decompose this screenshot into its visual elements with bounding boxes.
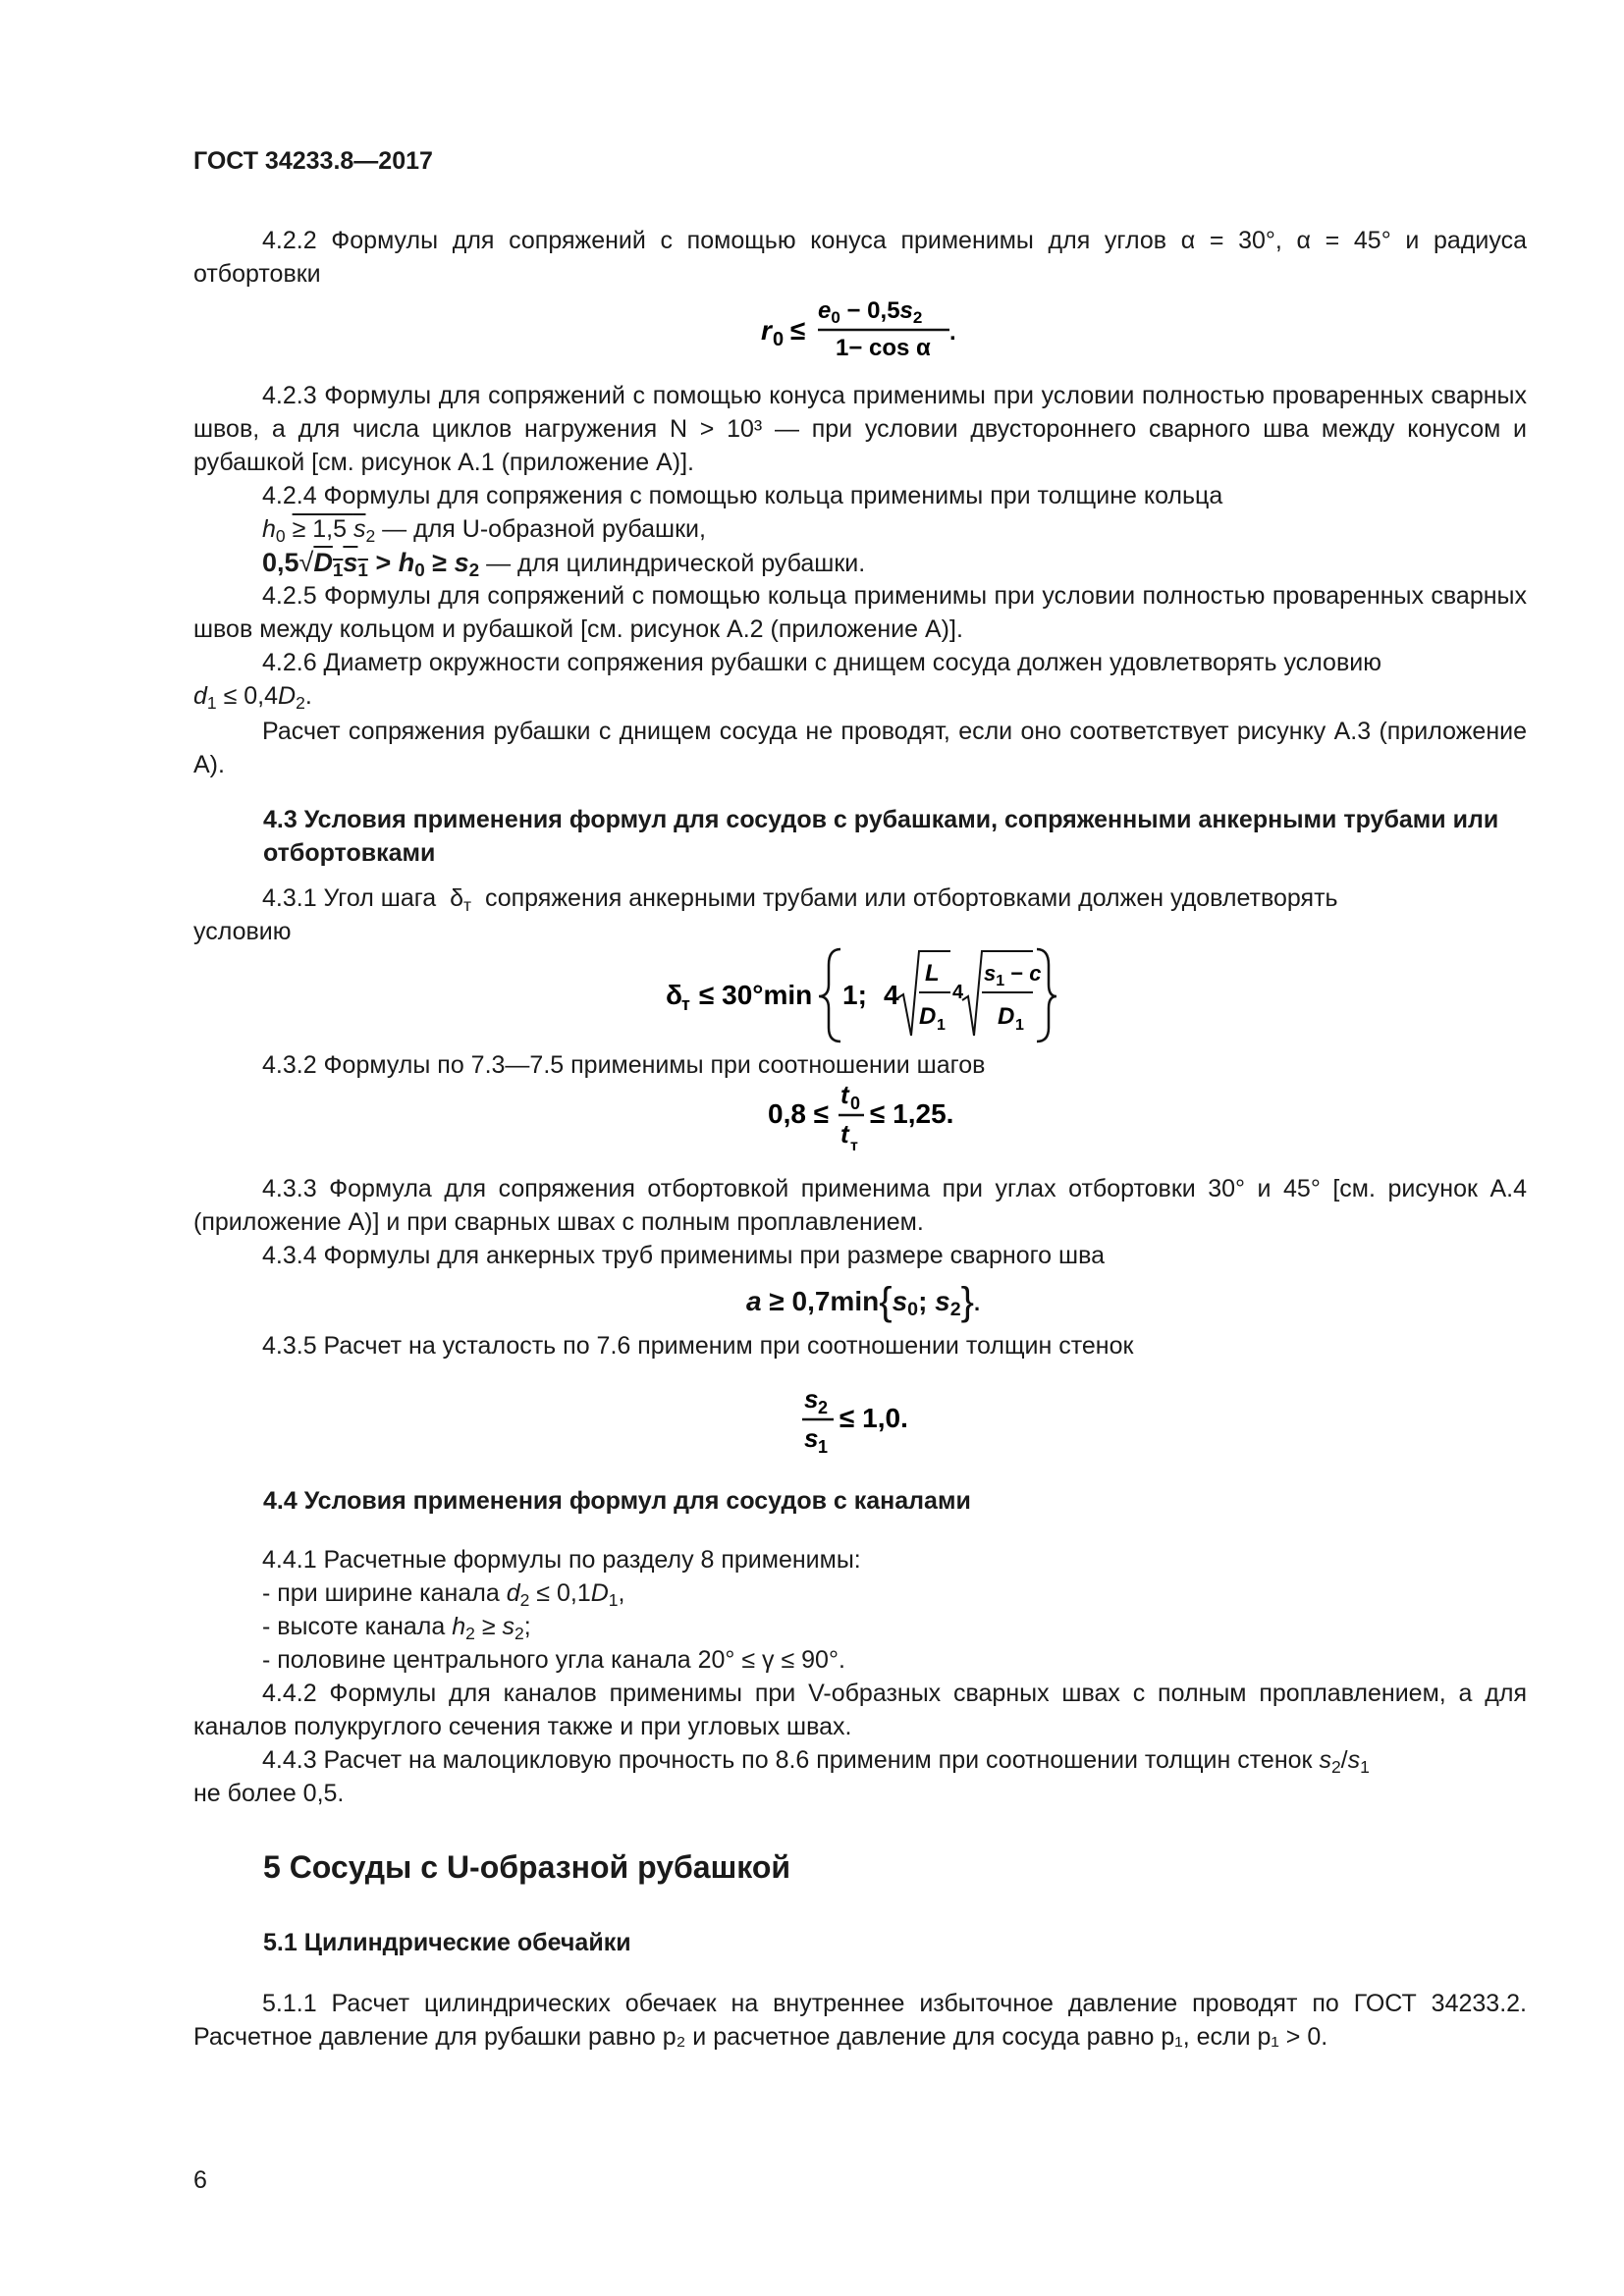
condition-u-jacket: $h_0 \ge 1,5$ $s_2$ — для U-образной рубашки,	[262, 515, 706, 546]
svg-text:.: .	[949, 319, 956, 346]
paragraph-4-3-5: 4.3.5 Расчет на усталость по 7.6 применим при соотношении толщин стенок	[262, 1332, 1134, 1360]
list-item-channel-height: - высоте канала $h_2 \ge s_2$;	[262, 1613, 531, 1643]
svg-text:t: t	[840, 1119, 849, 1148]
paragraph-4-2-5: 4.2.5 Формулы для сопряжений с помощью кольца применимы при условии полностью проваренных сварных швов между кольцом и рубашкой [см. рисунок А.2 (приложение А)].	[193, 582, 1527, 643]
paragraph-4-3-2: 4.3.2 Формулы по 7.3—7.5 применимы при соотношении шагов	[262, 1051, 986, 1079]
page-number: 6	[193, 2166, 207, 2194]
formula-a-min: $a \ge 0,7\min\{s_0$; $s_2$}.	[746, 1280, 981, 1323]
formula-delta-t	[666, 937, 1058, 1045]
formula-h2: $h_2 \ge s_2$;	[452, 1613, 531, 1643]
svg-text:2: 2	[818, 1398, 829, 1417]
heading-4-4: 4.4 Условия применения формул для сосудов с каналами	[263, 1487, 971, 1515]
formula-h0-cyl: $0,5√D_1s_1 > h_0 \ge s_2$	[262, 548, 480, 581]
paragraph-4-4-3: 4.4.3 Расчет на малоцикловую прочность по 8.6 применим при соотношении толщин стенок $s_2/s_1$	[262, 1746, 1370, 1777]
heading-section-5: 5 Сосуды с U-образной рубашкой	[263, 1849, 791, 1885]
svg-text:≤ 1,0.: ≤ 1,0.	[839, 1403, 908, 1433]
heading-4-3: 4.3 Условия применения формул для сосудов с рубашками, сопряженными анкерными трубами или отбортовками	[263, 806, 1499, 867]
svg-text:1;: 1;	[842, 980, 867, 1010]
paragraph-4-3-4: 4.3.4 Формулы для анкерных труб применимы при размере сварного шва	[262, 1242, 1105, 1269]
condition-cyl-jacket: $0,5√D_1s_1 > h_0 \ge s_2$ — для цилиндрической рубашки.	[262, 548, 866, 581]
paragraph-4-4-3-cont: не более 0,5.	[193, 1780, 345, 1807]
document-header-code: ГОСТ 34233.8—2017	[193, 147, 433, 175]
paragraph-4-3-3: 4.3.3 Формула для сопряжения отбортовкой применима при углах отбортовки 30° и 45° [см. рисунок А.4 (приложение А)] и при сварных швах с полным проплавлением.	[193, 1175, 1527, 1236]
svg-text:4: 4	[884, 980, 899, 1010]
svg-text:e0 − 0,5s2: $e_0 - 0,5s_2$	[818, 297, 923, 327]
svg-text:s: s	[804, 1384, 819, 1414]
svg-text:≤: ≤	[790, 315, 806, 346]
svg-text:т: т	[681, 994, 690, 1014]
svg-text:s: s	[804, 1423, 819, 1453]
paragraph-4-2-4: 4.2.4 Формулы для сопряжения с помощью кольца применимы при толщине кольца	[262, 482, 1223, 509]
paragraph-4-2-6-b: Расчет сопряжения рубашки с днищем сосуда не проводят, если оно соответствует рисунку А.3 (приложение А).	[193, 718, 1527, 778]
formula-h0-u: $h_0 \ge 1,5$ $s_2$	[262, 515, 376, 546]
symbol-delta-t: $\delta_т$	[443, 884, 472, 915]
paragraph-4-2-2: 4.2.2 Формулы для сопряжений с помощью конуса применимы для углов α = 30°, α = 45° и радиуса отбортовки	[193, 227, 1527, 288]
formula-t-ratio	[768, 1078, 964, 1156]
formula-d1: $d_1 \le 0,4D_2$.	[193, 682, 312, 713]
list-item-channel-angle: - половине центрального угла канала 20° ≤ γ ≤ 90°.	[262, 1646, 845, 1674]
paragraph-4-3-1: 4.3.1 Угол шага $\delta_т$ сопряжения анкерными трубами или отбортовками должен удовлетворять	[262, 884, 1338, 915]
svg-text:L: L	[925, 960, 940, 987]
paragraph-4-4-1: 4.4.1 Расчетные формулы по разделу 8 применимы:	[262, 1546, 861, 1574]
svg-text:r: r	[761, 315, 772, 346]
svg-text:δ: δ	[666, 980, 682, 1010]
paragraph-5-1-1: 5.1.1 Расчет цилиндрических обечаек на внутреннее избыточное давление проводят по ГОСТ 34233.2. Расчетное давление для рубашки равно p₂ и расчетное давление для сосуда равно p₁, если p₁ > 0.	[193, 1990, 1527, 2051]
svg-text:1: 1	[818, 1437, 829, 1457]
svg-text:1: 1	[937, 1017, 946, 1034]
svg-text:0: 0	[850, 1094, 861, 1113]
svg-text:0: 0	[773, 329, 785, 350]
paragraph-4-2-3: 4.2.3 Формулы для сопряжений с помощью конуса применимы при условии полностью проваренных сварных швов, а для числа циклов нагружения N > 10³ — при условии двустороннего сварного шва между конусом и рубашкой [см. рисунок А.1 (приложение А)].	[193, 382, 1527, 476]
svg-text:1− cos α: 1− cos α	[836, 335, 931, 361]
list-item-channel-width: - при ширине канала $d_2 \le 0,1D_1$,	[262, 1579, 625, 1610]
svg-text:t: t	[840, 1080, 849, 1109]
svg-text:D: D	[919, 1003, 937, 1030]
paragraph-4-2-6: 4.2.6 Диаметр окружности сопряжения рубашки с днищем сосуда должен удовлетворять условию	[262, 649, 1381, 676]
formula-d2: $d_2 \le 0,1D_1$,	[506, 1579, 625, 1610]
svg-text:т: т	[850, 1138, 858, 1154]
paragraph-4-4-2: 4.4.2 Формулы для каналов применимы при V-образных сварных швах с полным проплавлением, а для каналов полукруглого сечения также и при угловых швах.	[193, 1680, 1527, 1740]
svg-text:s1 − c: $s_1 - c$	[984, 961, 1042, 989]
formula-s-ratio	[800, 1378, 938, 1457]
formula-s2-s1: $s_2/s_1$	[1319, 1746, 1370, 1777]
paragraph-4-3-1-cont: условию	[193, 918, 292, 945]
svg-text:1: 1	[1015, 1017, 1024, 1034]
heading-5-1: 5.1 Цилиндрические обечайки	[263, 1929, 631, 1956]
svg-text:0,8 ≤: 0,8 ≤	[768, 1098, 830, 1129]
svg-text:≤ 30°min: ≤ 30°min	[699, 980, 813, 1010]
svg-text:4: 4	[952, 982, 964, 1003]
svg-text:≤ 1,25.: ≤ 1,25.	[870, 1098, 954, 1129]
formula-r0	[761, 293, 957, 363]
svg-text:D: D	[998, 1003, 1015, 1030]
